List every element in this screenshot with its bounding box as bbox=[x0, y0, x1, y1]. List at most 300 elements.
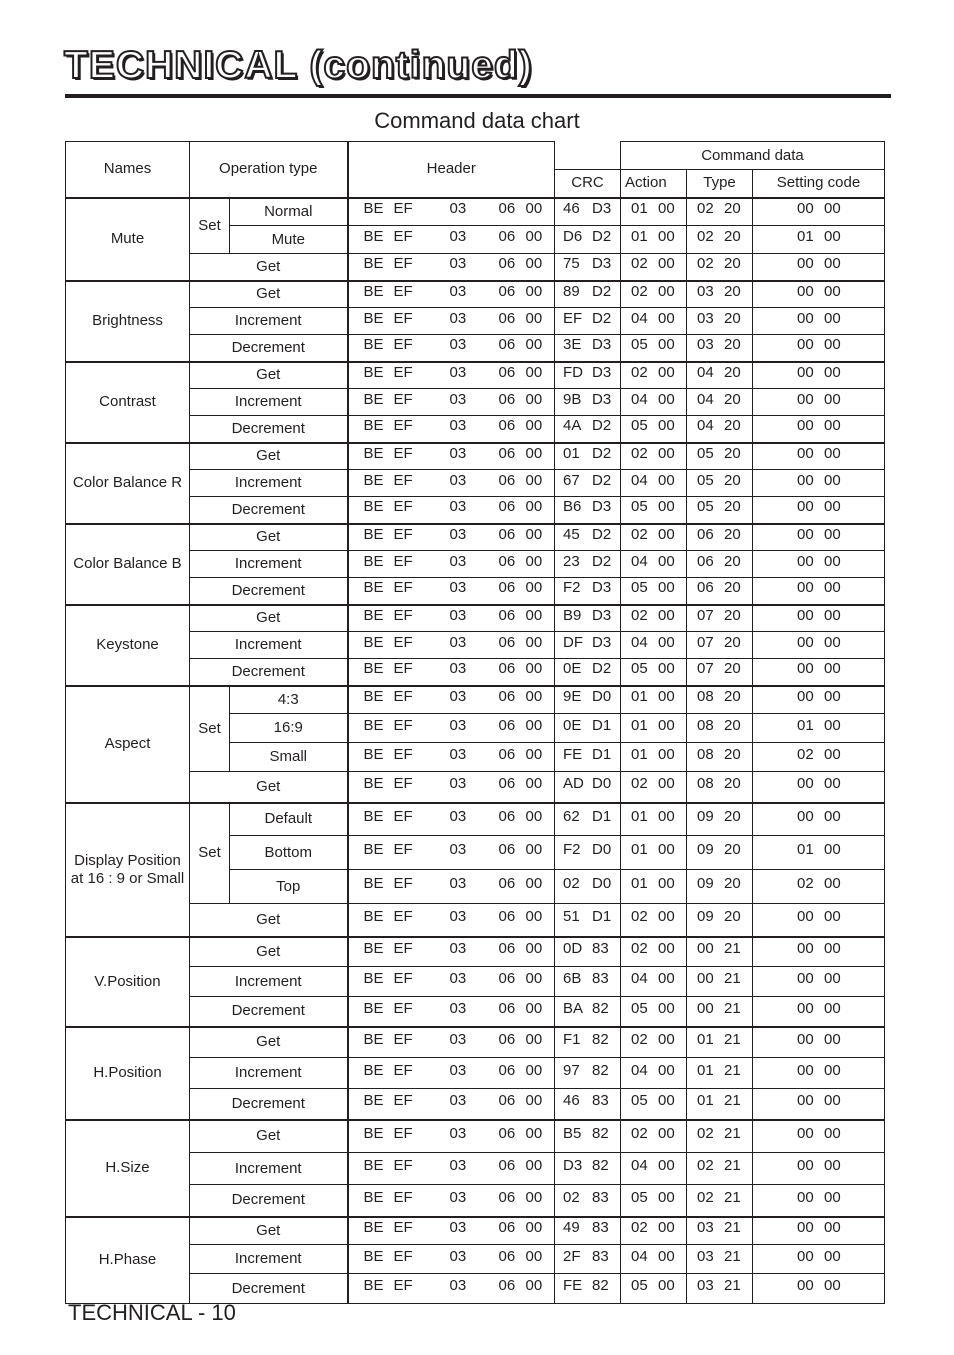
type-value-byte: 20 bbox=[724, 633, 741, 651]
header-byte: 00 bbox=[525, 606, 543, 624]
type-value-byte: 02 bbox=[697, 228, 714, 245]
action-value-byte: 05 bbox=[631, 999, 648, 1017]
header-byte: 06 bbox=[498, 1157, 516, 1174]
crc-byte: 2F bbox=[563, 1247, 581, 1265]
type-value-byte: 01 bbox=[697, 1030, 714, 1048]
type-value-group bbox=[687, 660, 752, 678]
header-byte: 06 bbox=[498, 1124, 516, 1142]
action-value-group bbox=[621, 310, 686, 328]
header-byte-group bbox=[349, 940, 555, 958]
header-byte: 00 bbox=[525, 471, 543, 489]
operation-label: Mute bbox=[230, 226, 348, 254]
type-value-group bbox=[687, 1031, 752, 1049]
type-value-byte: 09 bbox=[697, 807, 714, 825]
crc-byte-group bbox=[555, 688, 620, 706]
action-value-byte: 00 bbox=[658, 841, 675, 858]
header-byte: EF bbox=[393, 970, 413, 987]
action-value-group bbox=[621, 660, 686, 678]
setting-code-value bbox=[753, 1245, 885, 1274]
type-value-byte: 08 bbox=[697, 775, 714, 793]
crc-byte: D2 bbox=[592, 552, 612, 570]
operation-label: Get bbox=[190, 281, 348, 308]
table-row bbox=[66, 281, 885, 308]
crc-byte: FD bbox=[563, 363, 583, 381]
header-byte: BE bbox=[363, 633, 384, 651]
crc-byte-group bbox=[555, 1092, 620, 1110]
crc-byte: D2 bbox=[592, 444, 612, 462]
header-byte: BE bbox=[363, 1219, 384, 1237]
header-byte: 03 bbox=[449, 1030, 467, 1048]
action-value-byte: 05 bbox=[631, 498, 648, 516]
setting-code-value bbox=[753, 470, 885, 497]
header-byte: BE bbox=[363, 390, 384, 408]
setting-code-value-byte: 00 bbox=[797, 552, 814, 570]
type-value-byte: 20 bbox=[724, 660, 741, 678]
header-byte: 06 bbox=[498, 688, 516, 706]
header-byte-group bbox=[349, 634, 555, 652]
action-value-byte: 02 bbox=[631, 444, 648, 462]
crc-byte-group bbox=[555, 660, 620, 678]
crc-byte: 82 bbox=[592, 999, 609, 1017]
setting-code-value bbox=[753, 1153, 885, 1185]
header-byte: 00 bbox=[525, 552, 543, 570]
setting-code-value bbox=[753, 836, 885, 870]
command-name: H.Size bbox=[66, 1120, 190, 1217]
setting-code-value-byte: 00 bbox=[824, 579, 841, 597]
type-value-byte: 02 bbox=[697, 200, 714, 218]
type-value-group bbox=[687, 775, 752, 793]
crc-value bbox=[555, 659, 621, 686]
operation-label: Increment bbox=[190, 551, 348, 578]
crc-byte: D1 bbox=[592, 716, 612, 734]
action-value bbox=[621, 281, 687, 308]
header-byte: 03 bbox=[449, 336, 467, 354]
header-byte: 06 bbox=[498, 606, 516, 624]
action-value-group bbox=[621, 364, 686, 382]
table-row bbox=[66, 362, 885, 389]
type-value-byte: 02 bbox=[697, 1188, 714, 1206]
header-byte-group bbox=[349, 660, 555, 678]
header-byte: EF bbox=[393, 1124, 413, 1142]
type-value-byte: 21 bbox=[724, 1061, 741, 1079]
setting-code-value-byte: 00 bbox=[797, 688, 814, 706]
type-value-group bbox=[687, 841, 752, 859]
crc-value bbox=[555, 1245, 621, 1274]
crc-value bbox=[555, 198, 621, 226]
action-value-group bbox=[621, 746, 686, 764]
header-byte: 00 bbox=[525, 200, 543, 218]
type-value-group bbox=[687, 1125, 752, 1143]
header-byte: EF bbox=[393, 363, 413, 381]
setting-code-value-byte: 00 bbox=[824, 660, 841, 678]
action-value-byte: 02 bbox=[631, 282, 648, 300]
operation-type-header: Operation type bbox=[190, 142, 348, 198]
setting-code-value-group bbox=[753, 1248, 884, 1266]
crc-byte: D0 bbox=[592, 775, 612, 793]
setting-code-value-group bbox=[753, 553, 884, 571]
type-value-byte: 06 bbox=[697, 579, 714, 597]
operation-label: Get bbox=[190, 605, 348, 632]
crc-byte: D3 bbox=[592, 336, 612, 354]
setting-code-value-byte: 00 bbox=[797, 606, 814, 624]
crc-byte: D3 bbox=[592, 498, 612, 516]
action-value-byte: 04 bbox=[631, 390, 648, 408]
type-value-byte: 21 bbox=[724, 970, 741, 987]
command-name: Contrast bbox=[66, 362, 190, 443]
setting-code-value-group bbox=[753, 746, 884, 764]
header-byte-group bbox=[349, 228, 555, 246]
header-bytes bbox=[348, 362, 555, 389]
operation-label: 4:3 bbox=[230, 686, 348, 714]
action-value-byte: 00 bbox=[658, 1030, 675, 1048]
action-value-group bbox=[621, 875, 686, 893]
header-byte: 00 bbox=[525, 525, 543, 543]
action-value bbox=[621, 803, 687, 836]
setting-code-value-group bbox=[753, 1277, 884, 1295]
operation-label: Increment bbox=[190, 389, 348, 416]
header-byte: 03 bbox=[449, 633, 467, 651]
action-value-byte: 02 bbox=[631, 908, 648, 926]
table-row bbox=[66, 803, 885, 836]
crc-byte: 0E bbox=[563, 660, 582, 678]
command-data-header: Command data bbox=[621, 142, 885, 170]
action-value-byte: 00 bbox=[658, 498, 675, 516]
setting-code-value-byte: 00 bbox=[824, 688, 841, 706]
header-bytes bbox=[348, 836, 555, 870]
setting-code-value-byte: 00 bbox=[797, 579, 814, 597]
header-byte: 00 bbox=[525, 841, 543, 858]
header-byte-group bbox=[349, 472, 555, 490]
crc-value bbox=[555, 416, 621, 443]
action-value-byte: 00 bbox=[658, 1092, 675, 1110]
crc-byte: 82 bbox=[592, 1124, 609, 1142]
type-value-byte: 08 bbox=[697, 745, 714, 763]
operation-label: Get bbox=[190, 362, 348, 389]
action-value-byte: 05 bbox=[631, 660, 648, 678]
type-value-byte: 20 bbox=[724, 444, 741, 462]
setting-code-value-byte: 00 bbox=[824, 1157, 841, 1174]
type-value-byte: 03 bbox=[697, 309, 714, 327]
setting-code-value bbox=[753, 281, 885, 308]
crc-byte: D2 bbox=[592, 228, 612, 245]
header-byte: 03 bbox=[449, 579, 467, 597]
command-name: Brightness bbox=[66, 281, 190, 362]
header-byte: EF bbox=[393, 1277, 413, 1294]
header-byte: BE bbox=[363, 525, 384, 543]
crc-byte-group bbox=[555, 1000, 620, 1018]
setting-code-value-group bbox=[753, 717, 884, 735]
header-byte: 03 bbox=[449, 552, 467, 570]
header-byte: 03 bbox=[449, 228, 467, 245]
type-value-group bbox=[687, 336, 752, 354]
type-value bbox=[687, 1274, 753, 1304]
table-row bbox=[66, 1217, 885, 1245]
action-value-byte: 05 bbox=[631, 336, 648, 354]
header-byte: 03 bbox=[449, 606, 467, 624]
setting-code-value-byte: 00 bbox=[797, 471, 814, 489]
header-byte: EF bbox=[393, 999, 413, 1017]
crc-byte-group bbox=[555, 255, 620, 273]
crc-byte: 75 bbox=[563, 255, 580, 273]
crc-byte: 46 bbox=[563, 1092, 580, 1110]
crc-byte-group bbox=[555, 746, 620, 764]
header-bytes bbox=[348, 686, 555, 714]
setting-code-value-byte: 00 bbox=[797, 633, 814, 651]
crc-byte: D3 bbox=[563, 1157, 583, 1174]
header-byte: BE bbox=[363, 908, 384, 926]
header-byte-group bbox=[349, 875, 555, 893]
crc-byte: B9 bbox=[563, 606, 582, 624]
header-byte: EF bbox=[393, 940, 413, 958]
crc-byte: 23 bbox=[563, 552, 580, 570]
operation-label: Decrement bbox=[190, 497, 348, 524]
action-value-group bbox=[621, 283, 686, 301]
type-value-group bbox=[687, 1248, 752, 1266]
header-byte: EF bbox=[393, 471, 413, 489]
crc-value bbox=[555, 524, 621, 551]
header-byte: 06 bbox=[498, 255, 516, 273]
header-byte: EF bbox=[393, 552, 413, 570]
header-byte: 06 bbox=[498, 282, 516, 300]
header-byte: EF bbox=[393, 875, 413, 892]
action-value-group bbox=[621, 228, 686, 246]
header-bytes bbox=[348, 1245, 555, 1274]
crc-byte: 02 bbox=[563, 875, 580, 892]
setting-code-value-byte: 00 bbox=[824, 716, 841, 734]
action-value-byte: 00 bbox=[658, 417, 675, 435]
crc-byte: 0E bbox=[563, 716, 582, 734]
crc-byte-group bbox=[555, 391, 620, 409]
table-row bbox=[66, 1120, 885, 1153]
header-bytes bbox=[348, 659, 555, 686]
setting-code-value-byte: 00 bbox=[824, 444, 841, 462]
setting-code-value-byte: 00 bbox=[824, 417, 841, 435]
action-value-group bbox=[621, 255, 686, 273]
header-byte: BE bbox=[363, 1061, 384, 1079]
command-name: H.Position bbox=[66, 1027, 190, 1120]
header-byte: 03 bbox=[449, 970, 467, 987]
crc-value bbox=[555, 686, 621, 714]
action-value-group bbox=[621, 717, 686, 735]
action-value bbox=[621, 1153, 687, 1185]
header-byte: 06 bbox=[498, 633, 516, 651]
type-value bbox=[687, 870, 753, 904]
crc-byte: D3 bbox=[592, 579, 612, 597]
type-value-byte: 21 bbox=[724, 1219, 741, 1237]
type-value-group bbox=[687, 526, 752, 544]
command-name: Mute bbox=[66, 198, 190, 281]
operation-label: Small bbox=[230, 743, 348, 772]
type-value-group bbox=[687, 200, 752, 218]
action-value bbox=[621, 1120, 687, 1153]
type-value bbox=[687, 743, 753, 772]
setting-code-value-group bbox=[753, 417, 884, 435]
setting-code-value-byte: 00 bbox=[824, 1219, 841, 1237]
type-value-byte: 20 bbox=[724, 228, 741, 245]
setting-code-value-byte: 00 bbox=[824, 200, 841, 218]
header-byte: EF bbox=[393, 807, 413, 825]
header-bytes bbox=[348, 1185, 555, 1217]
action-value-byte: 02 bbox=[631, 255, 648, 273]
action-value-group bbox=[621, 579, 686, 597]
header-byte: 00 bbox=[525, 579, 543, 597]
header-byte-group bbox=[349, 364, 555, 382]
command-name: Aspect bbox=[66, 686, 190, 803]
header-byte-group bbox=[349, 1219, 555, 1237]
header-byte: 00 bbox=[525, 716, 543, 734]
action-value-group bbox=[621, 1000, 686, 1018]
crc-byte: 51 bbox=[563, 908, 580, 926]
action-value-group bbox=[621, 1092, 686, 1110]
crc-byte: EF bbox=[563, 309, 583, 327]
crc-byte-group bbox=[555, 808, 620, 826]
header-byte: 06 bbox=[498, 1061, 516, 1079]
type-value bbox=[687, 772, 753, 803]
crc-byte-group bbox=[555, 472, 620, 490]
action-value bbox=[621, 362, 687, 389]
type-value bbox=[687, 335, 753, 362]
type-value-byte: 20 bbox=[724, 309, 741, 327]
command-name: Color Balance R bbox=[66, 443, 190, 524]
header-byte: 00 bbox=[525, 807, 543, 825]
header-byte: 06 bbox=[498, 775, 516, 793]
crc-byte: D2 bbox=[592, 417, 612, 435]
header-byte-group bbox=[349, 310, 555, 328]
header-byte: EF bbox=[393, 1157, 413, 1174]
type-value-byte: 20 bbox=[724, 336, 741, 354]
crc-byte: 83 bbox=[592, 1188, 609, 1206]
crc-value bbox=[555, 1058, 621, 1089]
crc-byte-group bbox=[555, 1125, 620, 1143]
header-byte: 06 bbox=[498, 1219, 516, 1237]
crc-byte: F1 bbox=[563, 1030, 581, 1048]
setting-code-value-byte: 00 bbox=[797, 1188, 814, 1206]
type-value-byte: 20 bbox=[724, 908, 741, 926]
header-bytes bbox=[348, 443, 555, 470]
setting-code-value-byte: 00 bbox=[824, 606, 841, 624]
header-byte: 06 bbox=[498, 336, 516, 354]
type-value bbox=[687, 1058, 753, 1089]
type-value-group bbox=[687, 970, 752, 988]
page-title: TECHNICAL (continued) bbox=[64, 44, 533, 87]
type-value-byte: 20 bbox=[724, 417, 741, 435]
action-value-byte: 05 bbox=[631, 1188, 648, 1206]
header-byte: 03 bbox=[449, 1277, 467, 1294]
crc-value bbox=[555, 497, 621, 524]
setting-code-value bbox=[753, 443, 885, 470]
action-value-byte: 00 bbox=[658, 336, 675, 354]
type-value bbox=[687, 632, 753, 659]
header-byte: 00 bbox=[525, 417, 543, 435]
setting-code-value-byte: 00 bbox=[797, 908, 814, 926]
action-value-byte: 00 bbox=[658, 1157, 675, 1174]
action-value-byte: 00 bbox=[658, 633, 675, 651]
operation-label: Top bbox=[230, 870, 348, 904]
crc-value bbox=[555, 308, 621, 335]
header-byte: EF bbox=[393, 255, 413, 273]
header-bytes bbox=[348, 308, 555, 335]
header-byte: 00 bbox=[525, 309, 543, 327]
header-byte: 00 bbox=[525, 363, 543, 381]
operation-label: 16:9 bbox=[230, 714, 348, 743]
type-value bbox=[687, 836, 753, 870]
type-value-byte: 20 bbox=[724, 282, 741, 300]
setting-code-value-group bbox=[753, 841, 884, 859]
names-header: Names bbox=[66, 142, 190, 198]
header-byte: BE bbox=[363, 200, 384, 218]
operation-label: Increment bbox=[190, 1058, 348, 1089]
header-bytes bbox=[348, 254, 555, 281]
header-bytes bbox=[348, 1058, 555, 1089]
setting-code-value-byte: 00 bbox=[797, 1247, 814, 1265]
action-value bbox=[621, 686, 687, 714]
setting-code-value-group bbox=[753, 391, 884, 409]
header-byte: 00 bbox=[525, 1124, 543, 1142]
action-value-byte: 00 bbox=[658, 1124, 675, 1142]
crc-byte: 82 bbox=[592, 1277, 609, 1294]
setting-code-value-group bbox=[753, 310, 884, 328]
operation-label: Decrement bbox=[190, 416, 348, 443]
setting-code-value-byte: 00 bbox=[797, 390, 814, 408]
header-byte-group bbox=[349, 970, 555, 988]
action-value-byte: 00 bbox=[658, 970, 675, 987]
setting-code-value-group bbox=[753, 940, 884, 958]
crc-byte-group bbox=[555, 417, 620, 435]
type-value-group bbox=[687, 746, 752, 764]
setting-code-value bbox=[753, 714, 885, 743]
setting-code-value-byte: 00 bbox=[797, 1061, 814, 1079]
type-value-group bbox=[687, 1277, 752, 1295]
header-byte: 00 bbox=[525, 1277, 543, 1294]
crc-byte-group bbox=[555, 775, 620, 793]
action-value-byte: 04 bbox=[631, 1247, 648, 1265]
header-byte: 00 bbox=[525, 970, 543, 987]
header-byte-group bbox=[349, 445, 555, 463]
header-bytes bbox=[348, 335, 555, 362]
type-value bbox=[687, 497, 753, 524]
type-value bbox=[687, 997, 753, 1027]
operation-label: Default bbox=[230, 803, 348, 836]
crc-value bbox=[555, 803, 621, 836]
type-value bbox=[687, 551, 753, 578]
header-byte: 06 bbox=[498, 444, 516, 462]
crc-byte-group bbox=[555, 634, 620, 652]
table-row bbox=[66, 198, 885, 226]
setting-code-value-byte: 00 bbox=[824, 552, 841, 570]
crc-value bbox=[555, 743, 621, 772]
action-value-byte: 04 bbox=[631, 552, 648, 570]
action-value-group bbox=[621, 775, 686, 793]
setting-code-value bbox=[753, 198, 885, 226]
type-value-group bbox=[687, 717, 752, 735]
table-row bbox=[66, 686, 885, 714]
crc-byte: D3 bbox=[592, 363, 612, 381]
type-value bbox=[687, 1120, 753, 1153]
action-value-group bbox=[621, 472, 686, 490]
action-value-byte: 04 bbox=[631, 633, 648, 651]
setting-code-value-group bbox=[753, 808, 884, 826]
type-value bbox=[687, 524, 753, 551]
crc-byte: D3 bbox=[592, 390, 612, 408]
crc-value bbox=[555, 470, 621, 497]
crc-byte: 9E bbox=[563, 688, 582, 706]
action-value-group bbox=[621, 1189, 686, 1207]
crc-byte: D0 bbox=[592, 875, 612, 892]
type-value-group bbox=[687, 255, 752, 273]
operation-label: Decrement bbox=[190, 578, 348, 605]
setting-code-value-group bbox=[753, 1000, 884, 1018]
header-byte: 00 bbox=[525, 1157, 543, 1174]
